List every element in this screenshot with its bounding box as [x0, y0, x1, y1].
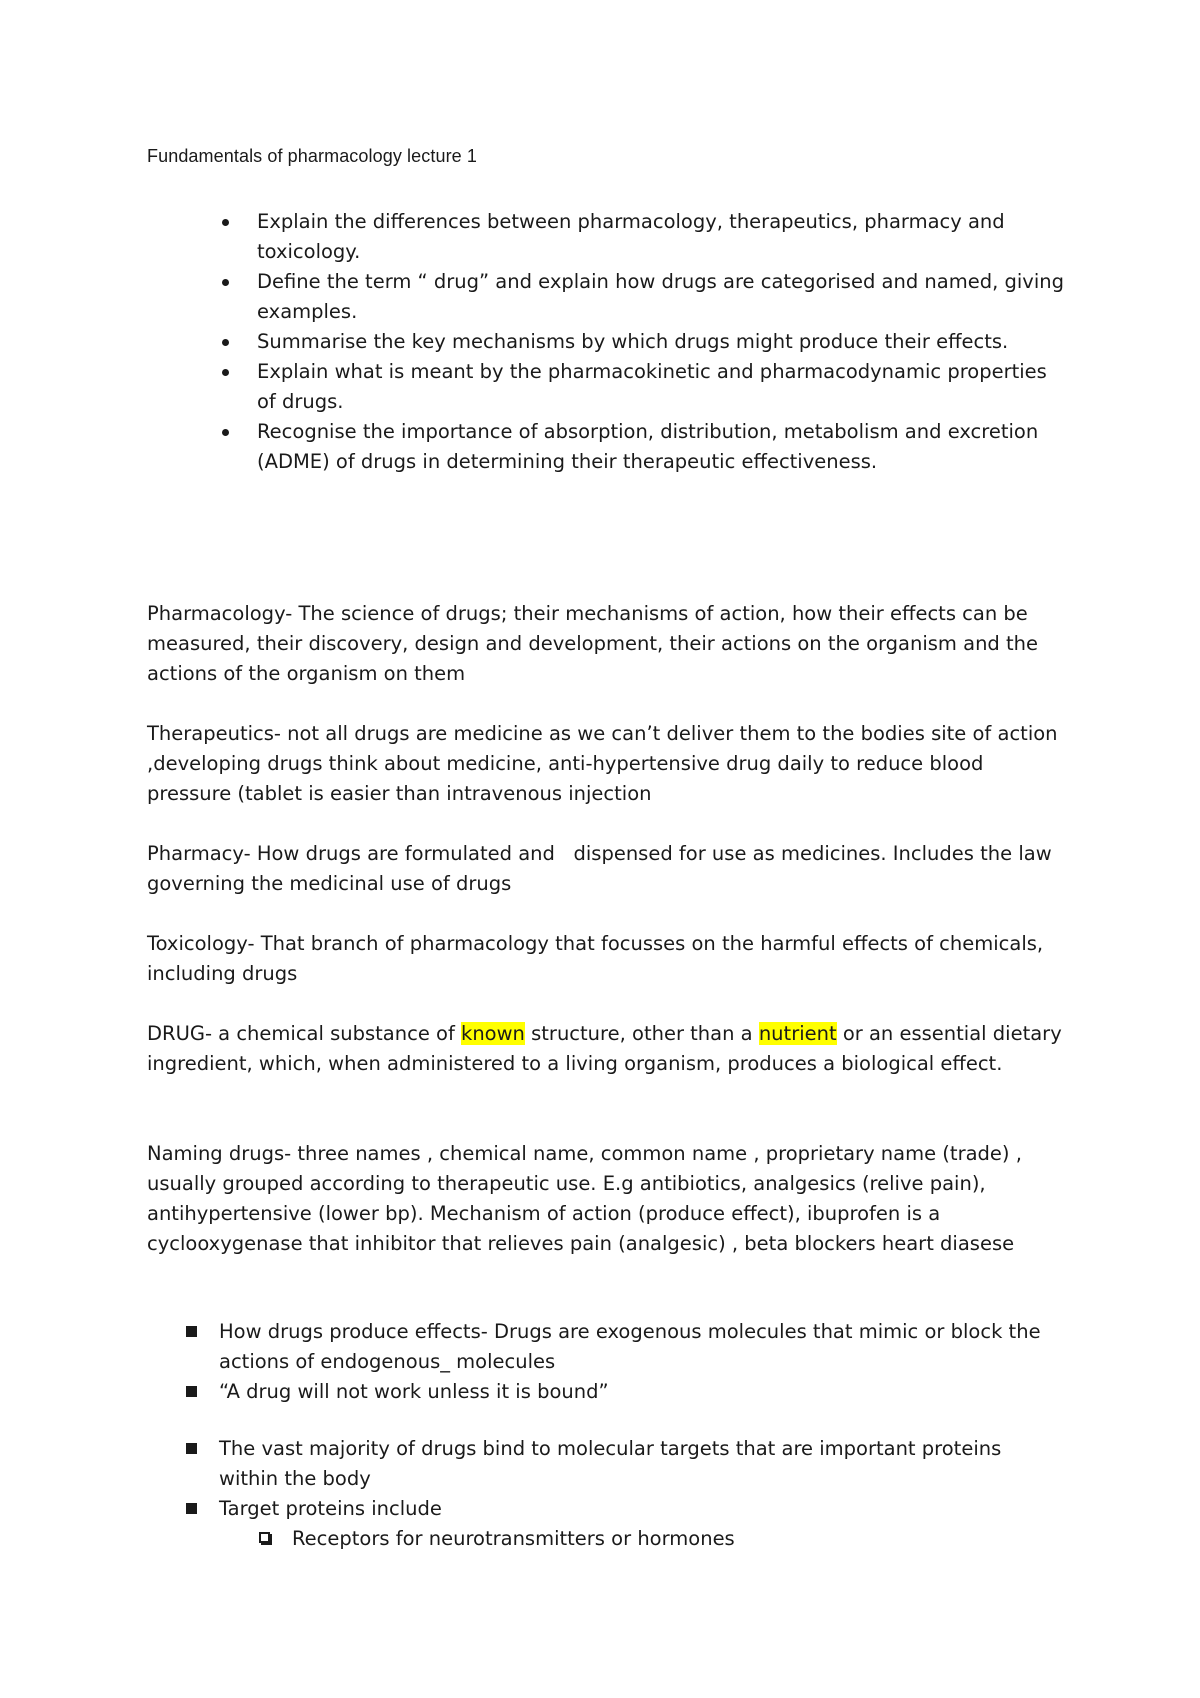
objective-text: Define the term “ drug” and explain how drugs are categorised and named, giving examples.: [257, 270, 1064, 323]
bullet-icon: [222, 279, 229, 286]
drug-definition-text: or an essential dietary ingredient, which, when administered to a living organism, produces a biological effect.: [147, 1022, 1062, 1075]
bullet-icon: [222, 429, 229, 436]
drug-definition-text: DRUG- a chemical substance of: [147, 1022, 462, 1045]
objective-item: [0, 327, 1200, 357]
therapeutics-paragraph: Therapeutics- not all drugs are medicine as we can’t deliver them to the bodies site of action ,developing drugs think about medicine, anti-hypertensive drug daily to reduce blood pressure (tablet is easier than intravenous injection: [147, 722, 1058, 805]
highlight-nutrient: nutrient: [758, 1022, 837, 1045]
effects-sub-item: [0, 1524, 1200, 1554]
highlight-known: known: [461, 1022, 525, 1045]
learning-objectives-list: [0, 207, 1200, 477]
effects-item: [0, 1377, 1200, 1407]
toxicology-paragraph: Toxicology- That branch of pharmacology that focusses on the harmful effects of chemicals, including drugs: [147, 932, 1044, 985]
effects-item: [0, 1434, 1200, 1494]
bullet-icon: [222, 369, 229, 376]
objective-item: [0, 207, 1200, 267]
effects-item: [0, 1494, 1200, 1524]
document-title: Fundamentals of pharmacology lecture 1: [147, 146, 477, 166]
pharmacy-paragraph: Pharmacy- How drugs are formulated and dispensed for use as medicines. Includes the law governing the medicinal use of drugs: [147, 842, 1052, 895]
drug-definition-paragraph: [147, 1019, 1067, 1079]
effects-sub-text: Receptors for neurotransmitters or hormones: [292, 1527, 735, 1550]
bullet-icon: [222, 339, 229, 346]
drug-definition-text: structure, other than a: [524, 1022, 759, 1045]
drug-effects-list: [0, 1317, 1200, 1554]
objective-item: [0, 267, 1200, 327]
objective-item: [0, 417, 1200, 477]
shadow-box-bullet-icon: [259, 1532, 270, 1543]
effects-text: Target proteins include: [219, 1497, 442, 1520]
effects-text: “A drug will not work unless it is bound”: [219, 1380, 609, 1403]
effects-item: [0, 1317, 1200, 1377]
square-bullet-icon: [186, 1326, 197, 1337]
objective-text: Explain the differences between pharmacology, therapeutics, pharmacy and toxicology.: [257, 210, 1005, 263]
objective-item: [0, 357, 1200, 417]
effects-text: The vast majority of drugs bind to molecular targets that are important proteins within the body: [219, 1437, 1002, 1490]
objective-text: Recognise the importance of absorption, distribution, metabolism and excretion (ADME) of drugs in determining their therapeutic effectiveness.: [257, 420, 1039, 473]
square-bullet-icon: [186, 1386, 197, 1397]
objective-text: Summarise the key mechanisms by which drugs might produce their effects.: [257, 330, 1009, 353]
objective-text: Explain what is meant by the pharmacokinetic and pharmacodynamic properties of drugs.: [257, 360, 1047, 413]
pharmacology-paragraph: Pharmacology- The science of drugs; their mechanisms of action, how their effects can be measured, their discovery, design and development, their actions on the organism and the actions of the organism on them: [147, 602, 1039, 685]
bullet-icon: [222, 219, 229, 226]
effects-text: How drugs produce effects- Drugs are exogenous molecules that mimic or block the actions of endogenous_ molecules: [219, 1320, 1041, 1373]
square-bullet-icon: [186, 1503, 197, 1514]
square-bullet-icon: [186, 1443, 197, 1454]
naming-drugs-paragraph: Naming drugs- three names , chemical name, common name , proprietary name (trade) , usually grouped according to therapeutic use. E.g antibiotics, analgesics (relive pain), antihypertensive (lower bp). Mechanism of action (produce effect), ibuprofen is a cyclooxygenase that inhibitor that relieves pain (analgesic) , beta blockers heart diasese: [147, 1142, 1022, 1255]
